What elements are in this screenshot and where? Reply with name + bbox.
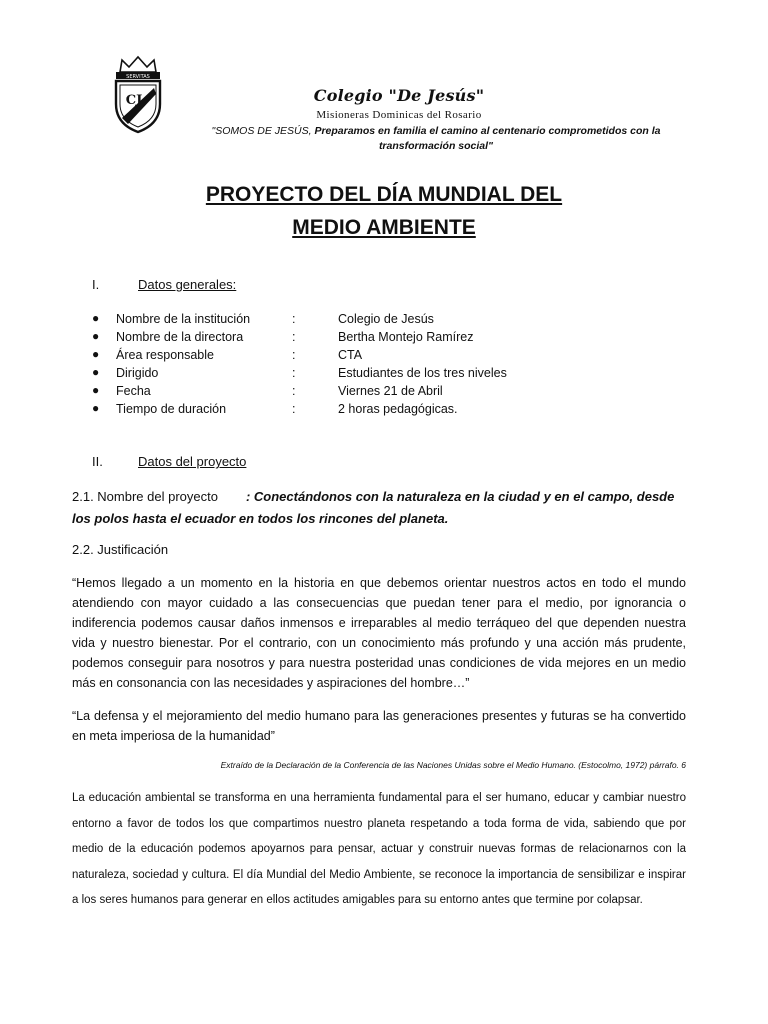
document-title [0, 178, 768, 244]
bullet-icon: ● [92, 347, 100, 361]
quote-paragraph-1: “Hemos llegado a un momento en la historia en que debemos orientar nuestros actos en todo el mundo atendiendo con mayor cuidado a las consecuencias que puedan tener para el medio, por ignorancia o indiferencia podemos causar daños inmensos e irreparables al medio terráqueo del que dependen nuestra vida y nuestro bienestar. Por el contrario, con un conocimiento más profundo y una acción más prudente, podemos conseguir para nosotros y para nuestra posteridad unas condiciones de vida mejores en un medio más en consonancia con las necesidades y aspiraciones del hombre…” [72, 576, 686, 690]
item-label: Nombre de la directora [116, 330, 244, 344]
section-2-number: II. [92, 454, 103, 469]
item-separator: : [292, 312, 296, 326]
motto-prefix: "SOMOS DE JESÚS, [211, 125, 315, 137]
item-value: Bertha Montejo Ramírez [338, 330, 474, 344]
motto-bold: Preparamos en familia el camino al centenario comprometidos con la transformación social" [314, 125, 661, 152]
list-item [92, 348, 652, 366]
list-item [92, 312, 652, 330]
logo-initials: CJ [125, 93, 143, 108]
section-1-title: Datos generales: [138, 277, 237, 292]
item-separator: : [292, 384, 296, 398]
list-item [92, 330, 652, 348]
item-separator: : [292, 402, 296, 416]
project-name-label: 2.1. Nombre del proyecto [72, 489, 218, 504]
section-2-title: Datos del proyecto [138, 454, 247, 469]
item-separator: : [292, 348, 296, 362]
list-item [92, 402, 652, 420]
school-name: Colegio "De Jesús" [313, 86, 485, 105]
general-data-list [92, 312, 652, 420]
body-paragraph: La educación ambiental se transforma en una herramienta fundamental para el ser humano, educar y cambiar nuestro entorno a favor de todos los que compartimos nuestro planeta respetando a toda forma de vida, sabiendo que por medio de la educación podemos apoyarnos para pensar, actuar y construir nuevas formas de relacionarnos con la naturaleza, sociedad y cultura. El día Mundial del Medio Ambiente, se reconoce la importancia de sensibilizar e inspirar a los seres humanos para generar en ellos actitudes amigables para su entorno antes que termine por colapsar. [72, 792, 686, 906]
bullet-icon: ● [92, 365, 100, 379]
bullet-icon: ● [92, 383, 100, 397]
item-label: Fecha [116, 384, 151, 398]
project-name [72, 486, 694, 530]
project-name-value: : Conectándonos con la naturaleza en la ciudad y en el campo, desde los polos hasta el ecuador en todos los rincones del planeta. [72, 489, 675, 526]
item-separator: : [292, 330, 296, 344]
item-label: Dirigido [116, 366, 159, 380]
list-item [92, 384, 652, 402]
section-1-number: I. [92, 277, 100, 292]
citation: Extraído de la Declaración de la Conferencia de las Naciones Unidas sobre el Medio Humano. (Estocolmo, 1972) párrafo. 6 [220, 760, 686, 770]
item-value: Estudiantes de los tres niveles [338, 366, 507, 380]
quote-paragraph-2: “La defensa y el mejoramiento del medio humano para las generaciones presentes y futuras se ha convertido en meta imperiosa de la humanidad” [72, 709, 686, 743]
title-line-2: MEDIO AMBIENTE [292, 216, 476, 239]
list-item [92, 366, 652, 384]
item-value: Viernes 21 de Abril [338, 384, 443, 398]
bullet-icon: ● [92, 401, 100, 415]
item-value: 2 horas pedagógicas. [338, 402, 458, 416]
justification-heading: 2.2. Justificación [72, 542, 169, 557]
item-value: CTA [338, 348, 363, 362]
bullet-icon: ● [92, 329, 100, 343]
school-motto [176, 124, 696, 154]
item-label: Nombre de la institución [116, 312, 251, 326]
title-line-1: PROYECTO DEL DÍA MUNDIAL DEL [205, 183, 563, 206]
congregation-name: Misioneras Dominicas del Rosario [316, 109, 482, 121]
item-label: Área responsable [116, 348, 214, 362]
item-value: Colegio de Jesús [338, 312, 434, 326]
logo-banner-text: SERVITAS [126, 74, 150, 80]
item-label: Tiempo de duración [116, 402, 227, 416]
bullet-icon: ● [92, 311, 100, 325]
item-separator: : [292, 366, 296, 380]
